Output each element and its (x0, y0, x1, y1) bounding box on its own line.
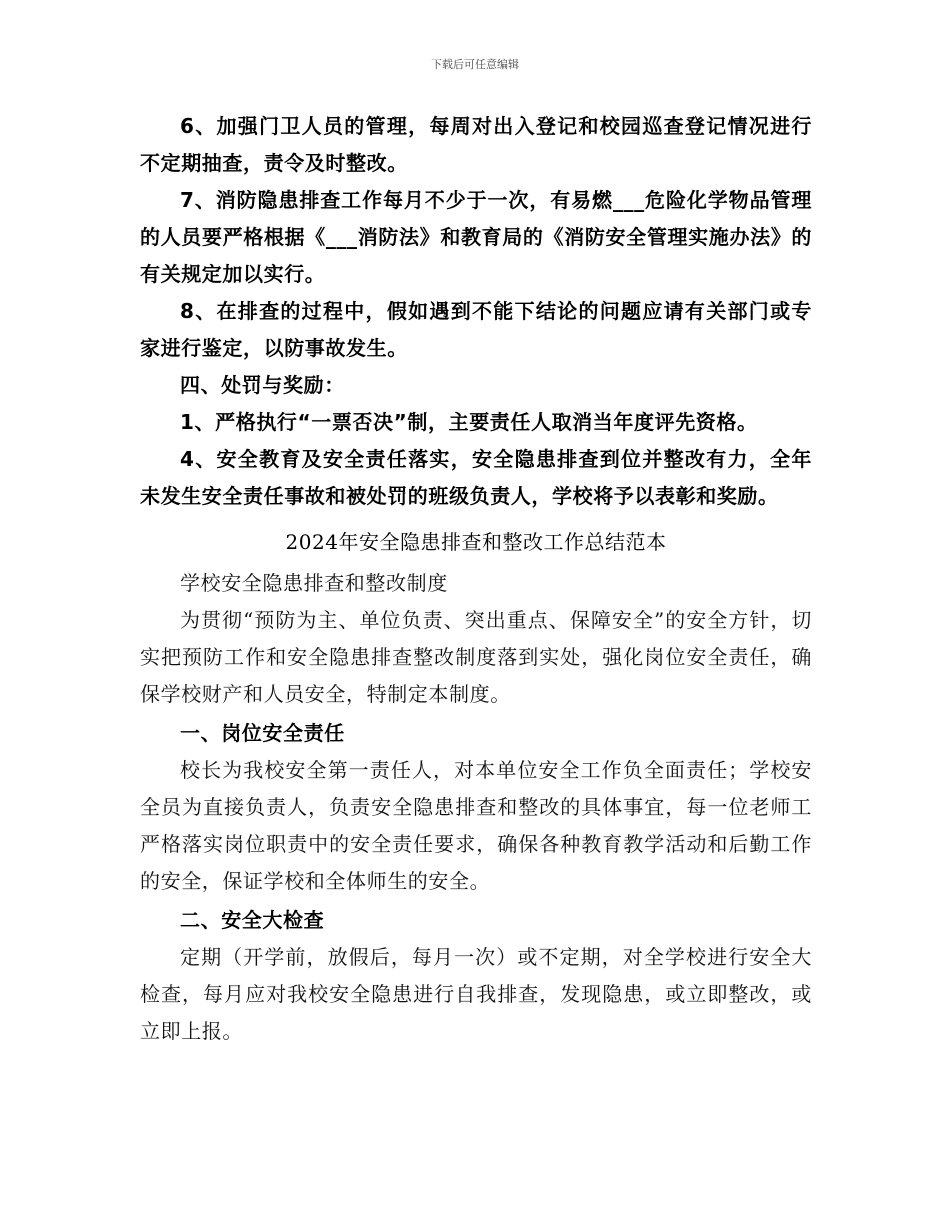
section-heading-penalty-reward: 四、处罚与奖励： (180, 373, 345, 397)
page-header-note: 下载后可任意编辑 (431, 58, 519, 71)
section-heading-safety-inspection: 二、安全大检查 (180, 908, 325, 932)
document-page (140, 108, 812, 1050)
paragraph-item-8: 8、在排查的过程中，假如遇到不能下结论的问题应请有关部门或专家进行鉴定，以防事故发生。 (140, 299, 812, 360)
paragraph-item-6: 6、加强门卫人员的管理，每周对出入登记和校园巡查登记情况进行不定期抽查，责令及时整改。 (140, 114, 812, 175)
intro-paragraph: 为贯彻“预防为主、单位负责、突出重点、保障安全”的安全方针，切实把预防工作和安全隐患排查整改制度落到实处，强化岗位安全责任，确保学校财产和人员安全，特制定本制度。 (140, 608, 812, 706)
document-title: 2024年安全隐患排查和整改工作总结范本 (285, 530, 667, 554)
paragraph-reward-4: 4、安全教育及安全责任落实，安全隐患排查到位并整改有力，全年未发生安全责任事故和被处罚的班级负责人，学校将予以表彰和奖励。 (140, 447, 812, 508)
post-responsibility-paragraph: 校长为我校安全第一责任人，对本单位安全工作负全面责任；学校安全员为直接负责人，负责安全隐患排查和整改的具体事宜，每一位老师工严格落实岗位职责中的安全责任要求，确保各种教育教学活动和后勤工作的安全，保证学校和全体师生的安全。 (140, 758, 812, 893)
paragraph-item-7: 7、消防隐患排查工作每月不少于一次，有易燃___危险化学物品管理的人员要严格根据《___消防法》和教育局的《消防安全管理实施办法》的有关规定加以实行。 (140, 188, 812, 286)
paragraph-reward-1: 1、严格执行“一票否决”制，主要责任人取消当年度评先资格。 (180, 410, 758, 434)
safety-inspection-paragraph: 定期（开学前，放假后，每月一次）或不定期，对全学校进行安全大检查，每月应对我校安全隐患进行自我排查，发现隐患，或立即整改，或立即上报。 (140, 945, 812, 1043)
section-heading-post-responsibility: 一、岗位安全责任 (180, 721, 345, 745)
document-subtitle: 学校安全隐患排查和整改制度 (180, 571, 448, 595)
